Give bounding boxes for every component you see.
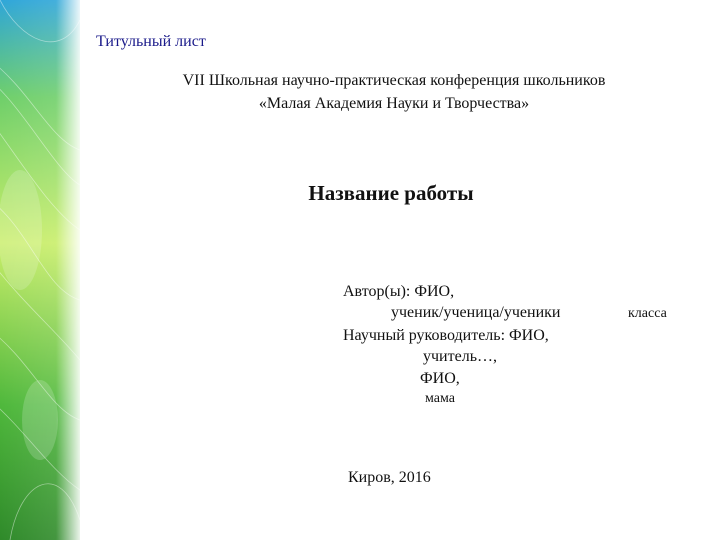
student-line: ученик/ученица/ученики	[391, 304, 561, 321]
conference-title: VII Школьная научно-практическая конференция школьников	[182, 72, 606, 89]
conference-subtitle: «Малая Академия Науки и Творчества»	[258, 95, 530, 112]
slide-label: Титульный лист	[96, 33, 206, 50]
supervisor-line: Научный руководитель: ФИО,	[343, 327, 549, 344]
author-line: Автор(ы): ФИО,	[343, 283, 455, 300]
city-year: Киров, 2016	[348, 469, 431, 486]
teacher-line: учитель…,	[423, 348, 497, 365]
work-title: Название работы	[308, 181, 474, 205]
class-label: класса	[628, 306, 667, 321]
second-fio-line: ФИО,	[420, 370, 460, 387]
mom-line: мама	[425, 391, 455, 406]
